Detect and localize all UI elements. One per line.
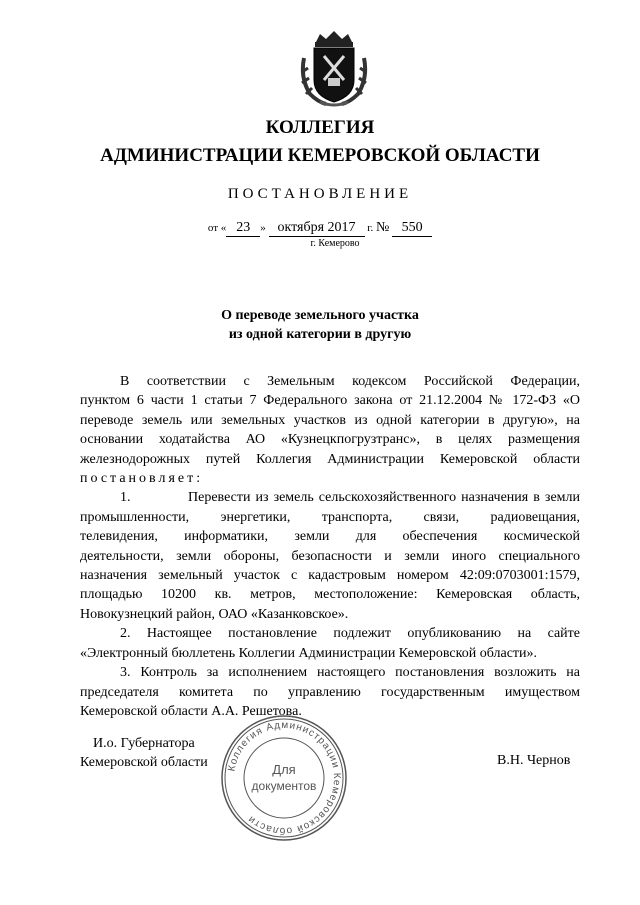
resolves-word: постановляет: bbox=[80, 471, 204, 487]
body-line: В соответствии с Земельным кодексом Российской Федерации, bbox=[120, 374, 580, 389]
date-line bbox=[0, 220, 640, 237]
body-line: площадью 10200 кв. метров, местоположение: Кемеровская область, bbox=[80, 587, 580, 603]
number-label: № bbox=[376, 220, 390, 235]
signatory-name: В.Н. Чернов bbox=[497, 753, 571, 768]
body-line: основании ходатайства АО «Кузнецкпогрузтранс», в целях размещения bbox=[80, 432, 580, 448]
stamp-center-line2: документов bbox=[251, 779, 317, 793]
coat-of-arms-emblem bbox=[298, 28, 370, 108]
city: г. Кемерово bbox=[310, 238, 360, 249]
body-line: Кемеровской области А.А. Решетова. bbox=[80, 703, 302, 719]
decree-title-line1: О переводе земельного участка bbox=[221, 308, 419, 323]
org-title-line2: АДМИНИСТРАЦИИ КЕМЕРОВСКОЙ ОБЛАСТИ bbox=[100, 145, 540, 166]
body-line: переводе земель или земельных участков из одной категории в другую», на bbox=[80, 412, 580, 428]
body-line: пунктом 6 части 1 статьи 7 Федерального закона от 21.12.2004 № 172-ФЗ «О bbox=[80, 393, 580, 409]
stamp-center-line1: Для bbox=[272, 762, 296, 777]
body-line: назначения земельный участок с кадастровым номером 42:09:0703001:1579, bbox=[80, 568, 580, 584]
official-stamp bbox=[218, 712, 350, 844]
body-line: железнодорожных путей Коллегия Администрации Кемеровской области bbox=[80, 451, 580, 467]
stamp-ring-text: Коллегия Администрации Кемеровской области bbox=[226, 719, 343, 837]
body-line: Новокузнецкий район, ОАО «Казанковское». bbox=[80, 606, 349, 622]
body-line: «Электронный бюллетень Коллегии Администрации Кемеровской области». bbox=[80, 645, 538, 661]
body-line: 2. Настоящее постановление подлежит опубликованию на сайте bbox=[120, 626, 580, 642]
document-number: 550 bbox=[392, 220, 432, 237]
body-line: промышленности, энергетики, транспорта, связи, радиовещания, bbox=[80, 509, 580, 525]
body-line: телевидения, информатики, земли для обеспечения космической bbox=[80, 529, 580, 545]
decree-title bbox=[0, 306, 640, 344]
date-mid: » bbox=[260, 222, 266, 234]
item1-number: 1. bbox=[120, 490, 131, 506]
body-line: Перевести из земель сельскохозяйственного назначения в земли bbox=[188, 490, 580, 506]
org-title-line1: КОЛЛЕГИЯ bbox=[265, 117, 375, 138]
date-month-year: октября 2017 bbox=[269, 220, 365, 237]
signatory-position-line1: И.о. Губернатора bbox=[93, 736, 195, 751]
body-line: 3. Контроль за исполнением настоящего постановления возложить на bbox=[120, 665, 580, 681]
signatory-position-line2: Кемеровской области bbox=[80, 755, 208, 770]
signatory-position bbox=[80, 734, 208, 772]
date-day: 23 bbox=[226, 220, 260, 237]
body-line: деятельности, земли обороны, безопасности и земли иного специального bbox=[80, 548, 580, 564]
decree-body bbox=[80, 372, 580, 721]
date-prefix: от « bbox=[207, 222, 227, 234]
body-line: председателя комитета по управлению государственным имуществом bbox=[80, 684, 580, 700]
date-year-suffix: г. bbox=[367, 222, 374, 234]
decree-title-line2: из одной категории в другую bbox=[228, 327, 412, 342]
document-type: ПОСТАНОВЛЕНИЕ bbox=[227, 186, 413, 202]
